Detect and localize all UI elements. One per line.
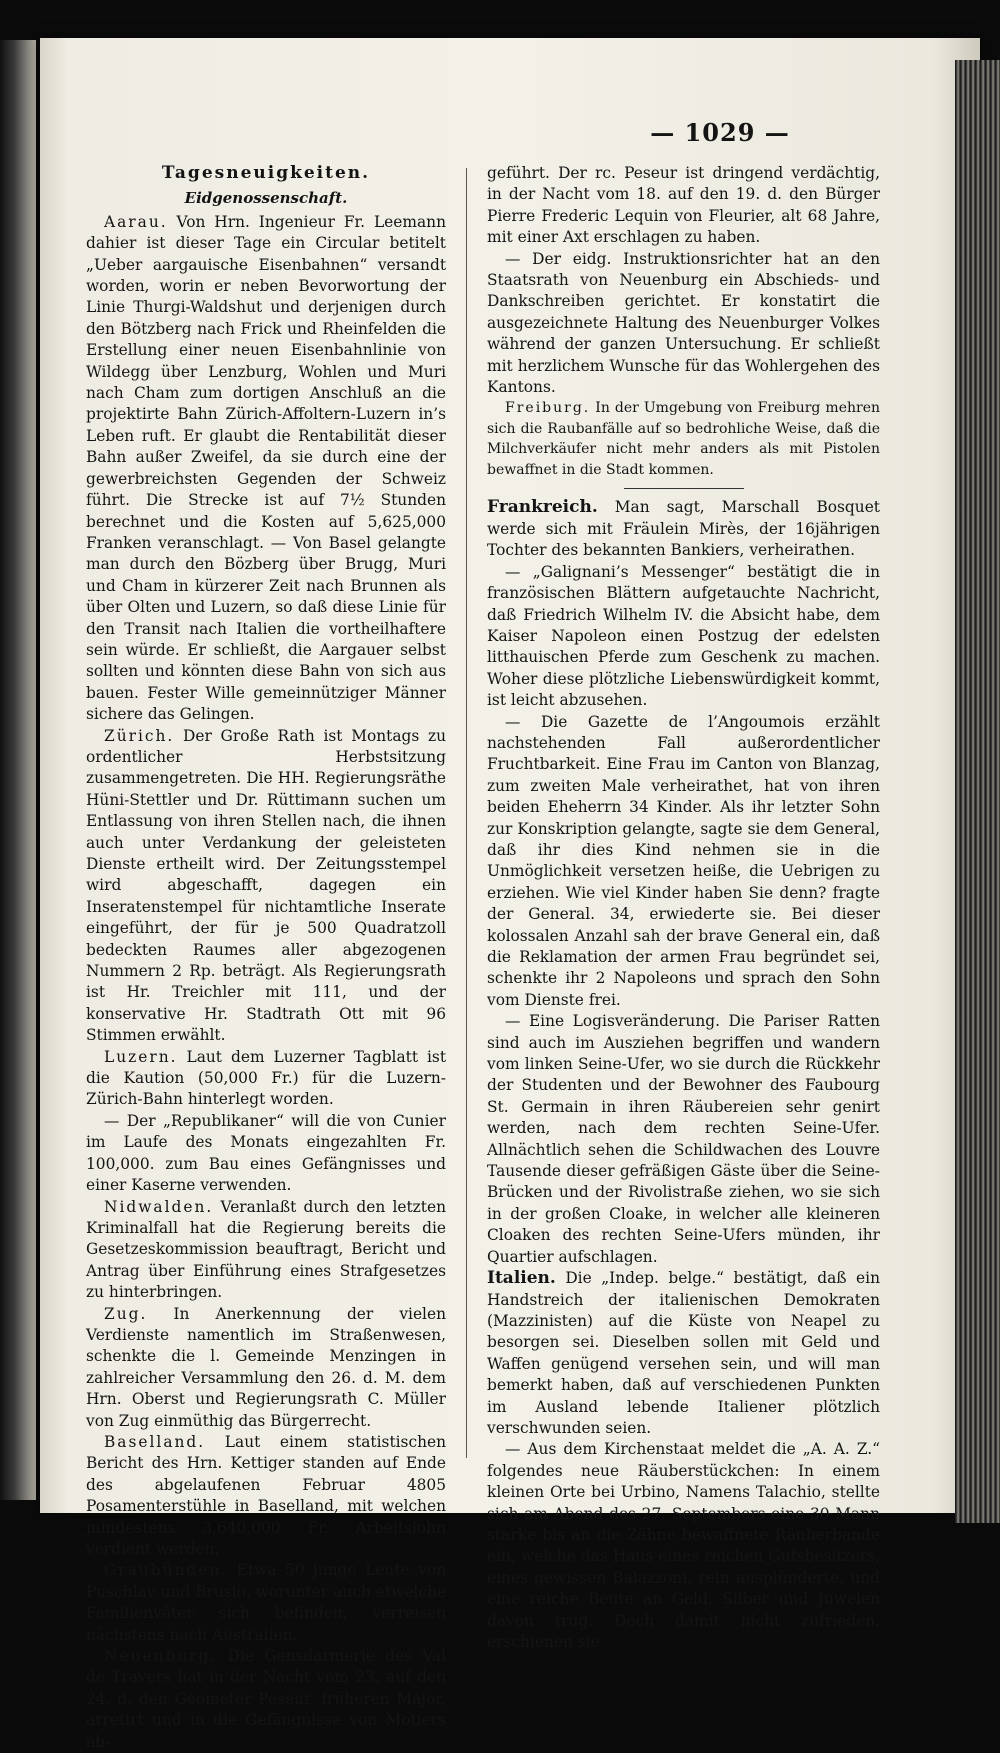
article-republikaner bbox=[86, 1111, 446, 1197]
article-baselland bbox=[86, 1432, 446, 1560]
place-label: Graubünden. bbox=[104, 1561, 229, 1580]
page-number: — 1029 — bbox=[650, 118, 790, 147]
article-graubuenden bbox=[86, 1560, 446, 1646]
article-luzern bbox=[86, 1047, 446, 1111]
article-text: — Aus dem Kirchenstaat meldet die „A. A. Z.“ folgendes neue Räuberstückchen: In einem kleinen Orte bei Urbino, Namens Talachio, stellte sich am Abend des 27. Septembers eine 30 Mann starke bis an die Zähne bewaffnete Räuberbande ein, welche das Haus eines reichen Gutsbesitzers, eines gewissen Balazzoni, rein ausplünderte, und eine reiche Beute an Geld, Silber und Juwelen davon trug. Doch damit nicht zufrieden, erschienen sie bbox=[487, 1440, 880, 1651]
column-divider bbox=[466, 168, 467, 1458]
book-right-edge bbox=[955, 60, 1000, 1523]
article-neuenburg-cont bbox=[487, 163, 880, 249]
article-text: Veranlaßt durch den letzten Kriminalfall hat die Regierung bereits die Gesetzeskommission beauftragt, Bericht und Antrag über Einführung eines Strafgesetzes zu hinterbringen. bbox=[86, 1197, 446, 1302]
article-text: Die Gensdarmerie des Val de Travers hat in der Nacht vom 23. auf den 24. d. den Geometer Peseur, früheren Major, arretirt und in die Gefängnisse von Motiers ab- bbox=[86, 1647, 446, 1751]
country-label: Italien. bbox=[487, 1268, 556, 1289]
section-heading: Tagesneuigkeiten. bbox=[161, 163, 371, 183]
place-label: Nidwalden. bbox=[104, 1197, 214, 1216]
article-text: Laut einem statistischen Bericht des Hrn. Kettiger standen auf Ende des abgelaufenen Februar 4805 Posamenterstühle in Baselland, mit welchen mindestens 3,640,000 Fr. Arbeitslohn verdient werden. bbox=[86, 1432, 446, 1558]
section-subheading: Eidgenossenschaft. bbox=[184, 189, 348, 208]
article-text: Etwa 50 junge Leute von Puschlav und Brusio, worunter auch etwelche Familienväter sich befinden, verreisen nächstens nach Australien. bbox=[86, 1561, 446, 1644]
place-label: Neuenburg. bbox=[104, 1647, 218, 1666]
article-zuerich bbox=[86, 726, 446, 1047]
article-text: Man sagt, Marschall Bosquet werde sich mit Fräulein Mirès, der 16jährigen Tochter des bekannten Bankiers, verheirathen. bbox=[487, 498, 880, 560]
place-label: Zug. bbox=[104, 1304, 148, 1323]
place-label: Aarau. bbox=[104, 212, 168, 231]
article-text: — Eine Logisveränderung. Die Pariser Ratten sind auch im Ausziehen begriffen und wandern vom linken Seine-Ufer, wo sie durch die Rückkehr der Studenten und der Bewohner des Faubourg St. Germain in ihren Räubereien sehr genirt werden, nach dem rechten Seine-Ufer. Allnächtlich sehen die Schildwachen des Louvre Tausende dieser gefräßigen Gäste über die Seine-Brücken und der Rivolistraße ziehen, wo sie sich in der großen Cloake, in welcher alle kleineren Cloaken des rechten Seine-Ufers münden, ihr Quartier aufschlagen. bbox=[487, 1012, 880, 1266]
section-rule bbox=[624, 488, 744, 489]
article-text: Laut dem Luzerner Tagblatt ist die Kaution (50,000 Fr.) für die Luzern-Zürich-Bahn hinterlegt worden. bbox=[86, 1047, 446, 1109]
country-label: Frankreich. bbox=[487, 497, 598, 518]
article-text: Die „Indep. belge.“ bestätigt, daß ein Handstreich der italienischen Demokraten (Mazzinisten) auf die Küste von Neapel zu besorgen sei. Dieselben sollen mit Geld und Waffen genügend versehen sein, und will man bemerkt haben, daß auf verschiedenen Punkten im Ausland lebende Italiener plötzlich verschwunden seien. bbox=[487, 1269, 880, 1437]
article-angoumois bbox=[487, 712, 880, 1012]
article-italien bbox=[487, 1268, 880, 1439]
article-text: — Die Gazette de l’Angoumois erzählt nachstehenden Fall außerordentlicher Fruchtbarkeit. Eine Frau im Canton von Blanzag, zum zweiten Male verheirathet, hat von ihren beiden Eheherrn 34 Kinder. Als ihr letzter Sohn zur Konskription gelangte, sagte sie dem General, daß ihr dies Kind nehmen sie in die Unmöglichkeit versetzen heiße, die Uebrigen zu erziehen. Wie viel Kinder haben Sie denn? fragte der General. 34, erwiederte sie. Bei dieser kolossalen Anzahl sah der brave General ein, daß die Reklamation der armen Frau begründet sei, schenkte ihr 2 Napoleons und sprach den Sohn vom Dienste frei. bbox=[487, 712, 880, 1009]
article-aarau bbox=[86, 212, 446, 726]
place-label: Freiburg. bbox=[505, 400, 591, 417]
article-text: — „Galignani’s Messenger“ bestätigt die in französischen Blättern aufgetauchte Nachricht, daß Friedrich Wilhelm IV. die Absicht habe, dem Kaiser Napoleon einen Postzug der edelsten litthauischen Pferde zum Geschenk zu machen. Woher diese plötzliche Liebenswürdigkeit kommt, ist leicht abzusehen. bbox=[487, 562, 880, 710]
place-label: Baselland. bbox=[104, 1432, 206, 1451]
article-frankreich-bosquet bbox=[487, 497, 880, 561]
article-text: In der Umgebung von Freiburg mehren sich die Raubanfälle auf so bedrohliche Weise, daß die Milchverkäufer nicht mehr anders als mit Pistolen bewaffnet in die Stadt kommen. bbox=[487, 400, 880, 478]
left-column bbox=[86, 163, 446, 1753]
place-label: Zürich. bbox=[104, 726, 175, 745]
article-text: geführt. Der rc. Peseur ist dringend verdächtig, in der Nacht vom 18. auf den 19. d. den Bürger Pierre Frederic Lequin von Fleurier, alt 68 Jahre, mit einer Axt erschlagen zu haben. bbox=[487, 164, 880, 247]
article-text: Von Hrn. Ingenieur Fr. Leemann dahier ist dieser Tage ein Circular betitelt „Ueber aargauische Eisenbahnen“ versandt worden, worin er neben Bevorwortung der Linie Thurgi-Waldshut und derjenigen durch den Bötzberg nach Frick und Rheinfelden die Erstellung einer neuen Eisenbahnlinie von Wildegg über Lenzburg, Wohlen und Muri nach Cham zum dortigen Anschluß an die projektirte Bahn Zürich-Affoltern-Luzern in’s Leben ruft. Er glaubt die Rentabilität dieser Bahn außer Zweifel, da sie durch eine der gewerbreichsten Gegenden der Schweiz führt. Die Strecke ist auf 7½ Stunden berechnet und die Kosten auf 5,625,000 Franken veranschlagt. — Von Basel gelangte man durch den Bözberg über Brugg, Muri und Cham in kürzerer Zeit nach Brunnen als über Olten und Luzern, so daß diese Linie für den Transit nach Italien die vortheilhaftere sein würde. Er schließt, die Aargauer selbst sollten und könnten diese Bahn von sich aus bauen. Fester Wille gemeinnütziger Männer sichere das Gelingen. bbox=[86, 212, 446, 724]
article-galignani bbox=[487, 562, 880, 712]
article-text: — Der „Republikaner“ will die von Cunier im Laufe des Monats eingezahlten Fr. 100,000. zum Bau eines Gefängnisses und einer Kaserne verwenden. bbox=[86, 1111, 446, 1195]
book-left-edge bbox=[0, 40, 36, 1500]
article-text: Der Große Rath ist Montags zu ordentlicher Herbstsitzung zusammengetreten. Die HH. Regierungsräthe Hüni-Stettler und Dr. Rüttimann suchen um Entlassung von ihren Stellen nach, die ihnen auch unter Verdankung der geleisteten Dienste ertheilt wird. Der Zeitungsstempel wird abgeschafft, dagegen ein Inseratenstempel für nichtamtliche Inserate eingeführt, der für je 500 Quadratzoll bedeckten Raumes aller abgezogenen Nummern 2 Rp. beträgt. Als Regierungsrath ist Hr. Treichler mit 111, und der konservative Hr. Stadtrath Ott mit 96 Stimmen erwählt. bbox=[86, 726, 446, 1045]
right-column bbox=[487, 163, 880, 1653]
article-kirchenstaat bbox=[487, 1439, 880, 1653]
place-label: Luzern. bbox=[104, 1047, 178, 1066]
article-freiburg bbox=[487, 398, 880, 480]
article-neuenburg bbox=[86, 1646, 446, 1753]
article-zug bbox=[86, 1304, 446, 1432]
article-nidwalden bbox=[86, 1197, 446, 1304]
article-text: In Anerkennung der vielen Verdienste namentlich im Straßenwesen, schenkte die l. Gemeinde Menzingen in zahlreicher Versammlung den 26. d. M. dem Hrn. Oberst und Regierungsrath C. Müller von Zug einmüthig das Bürgerrecht. bbox=[86, 1304, 446, 1430]
article-text: — Der eidg. Instruktionsrichter hat an den Staatsrath von Neuenburg ein Abschieds- und Dankschreiben gerichtet. Er konstatirt die ausgezeichnete Haltung des Neuenburger Volkes während der ganzen Untersuchung. Er schließt mit herzlichem Wunsche für das Wohlergehen des Kantons. bbox=[487, 249, 880, 397]
article-instruktionsrichter bbox=[487, 249, 880, 399]
article-logisveraenderung bbox=[487, 1011, 880, 1268]
